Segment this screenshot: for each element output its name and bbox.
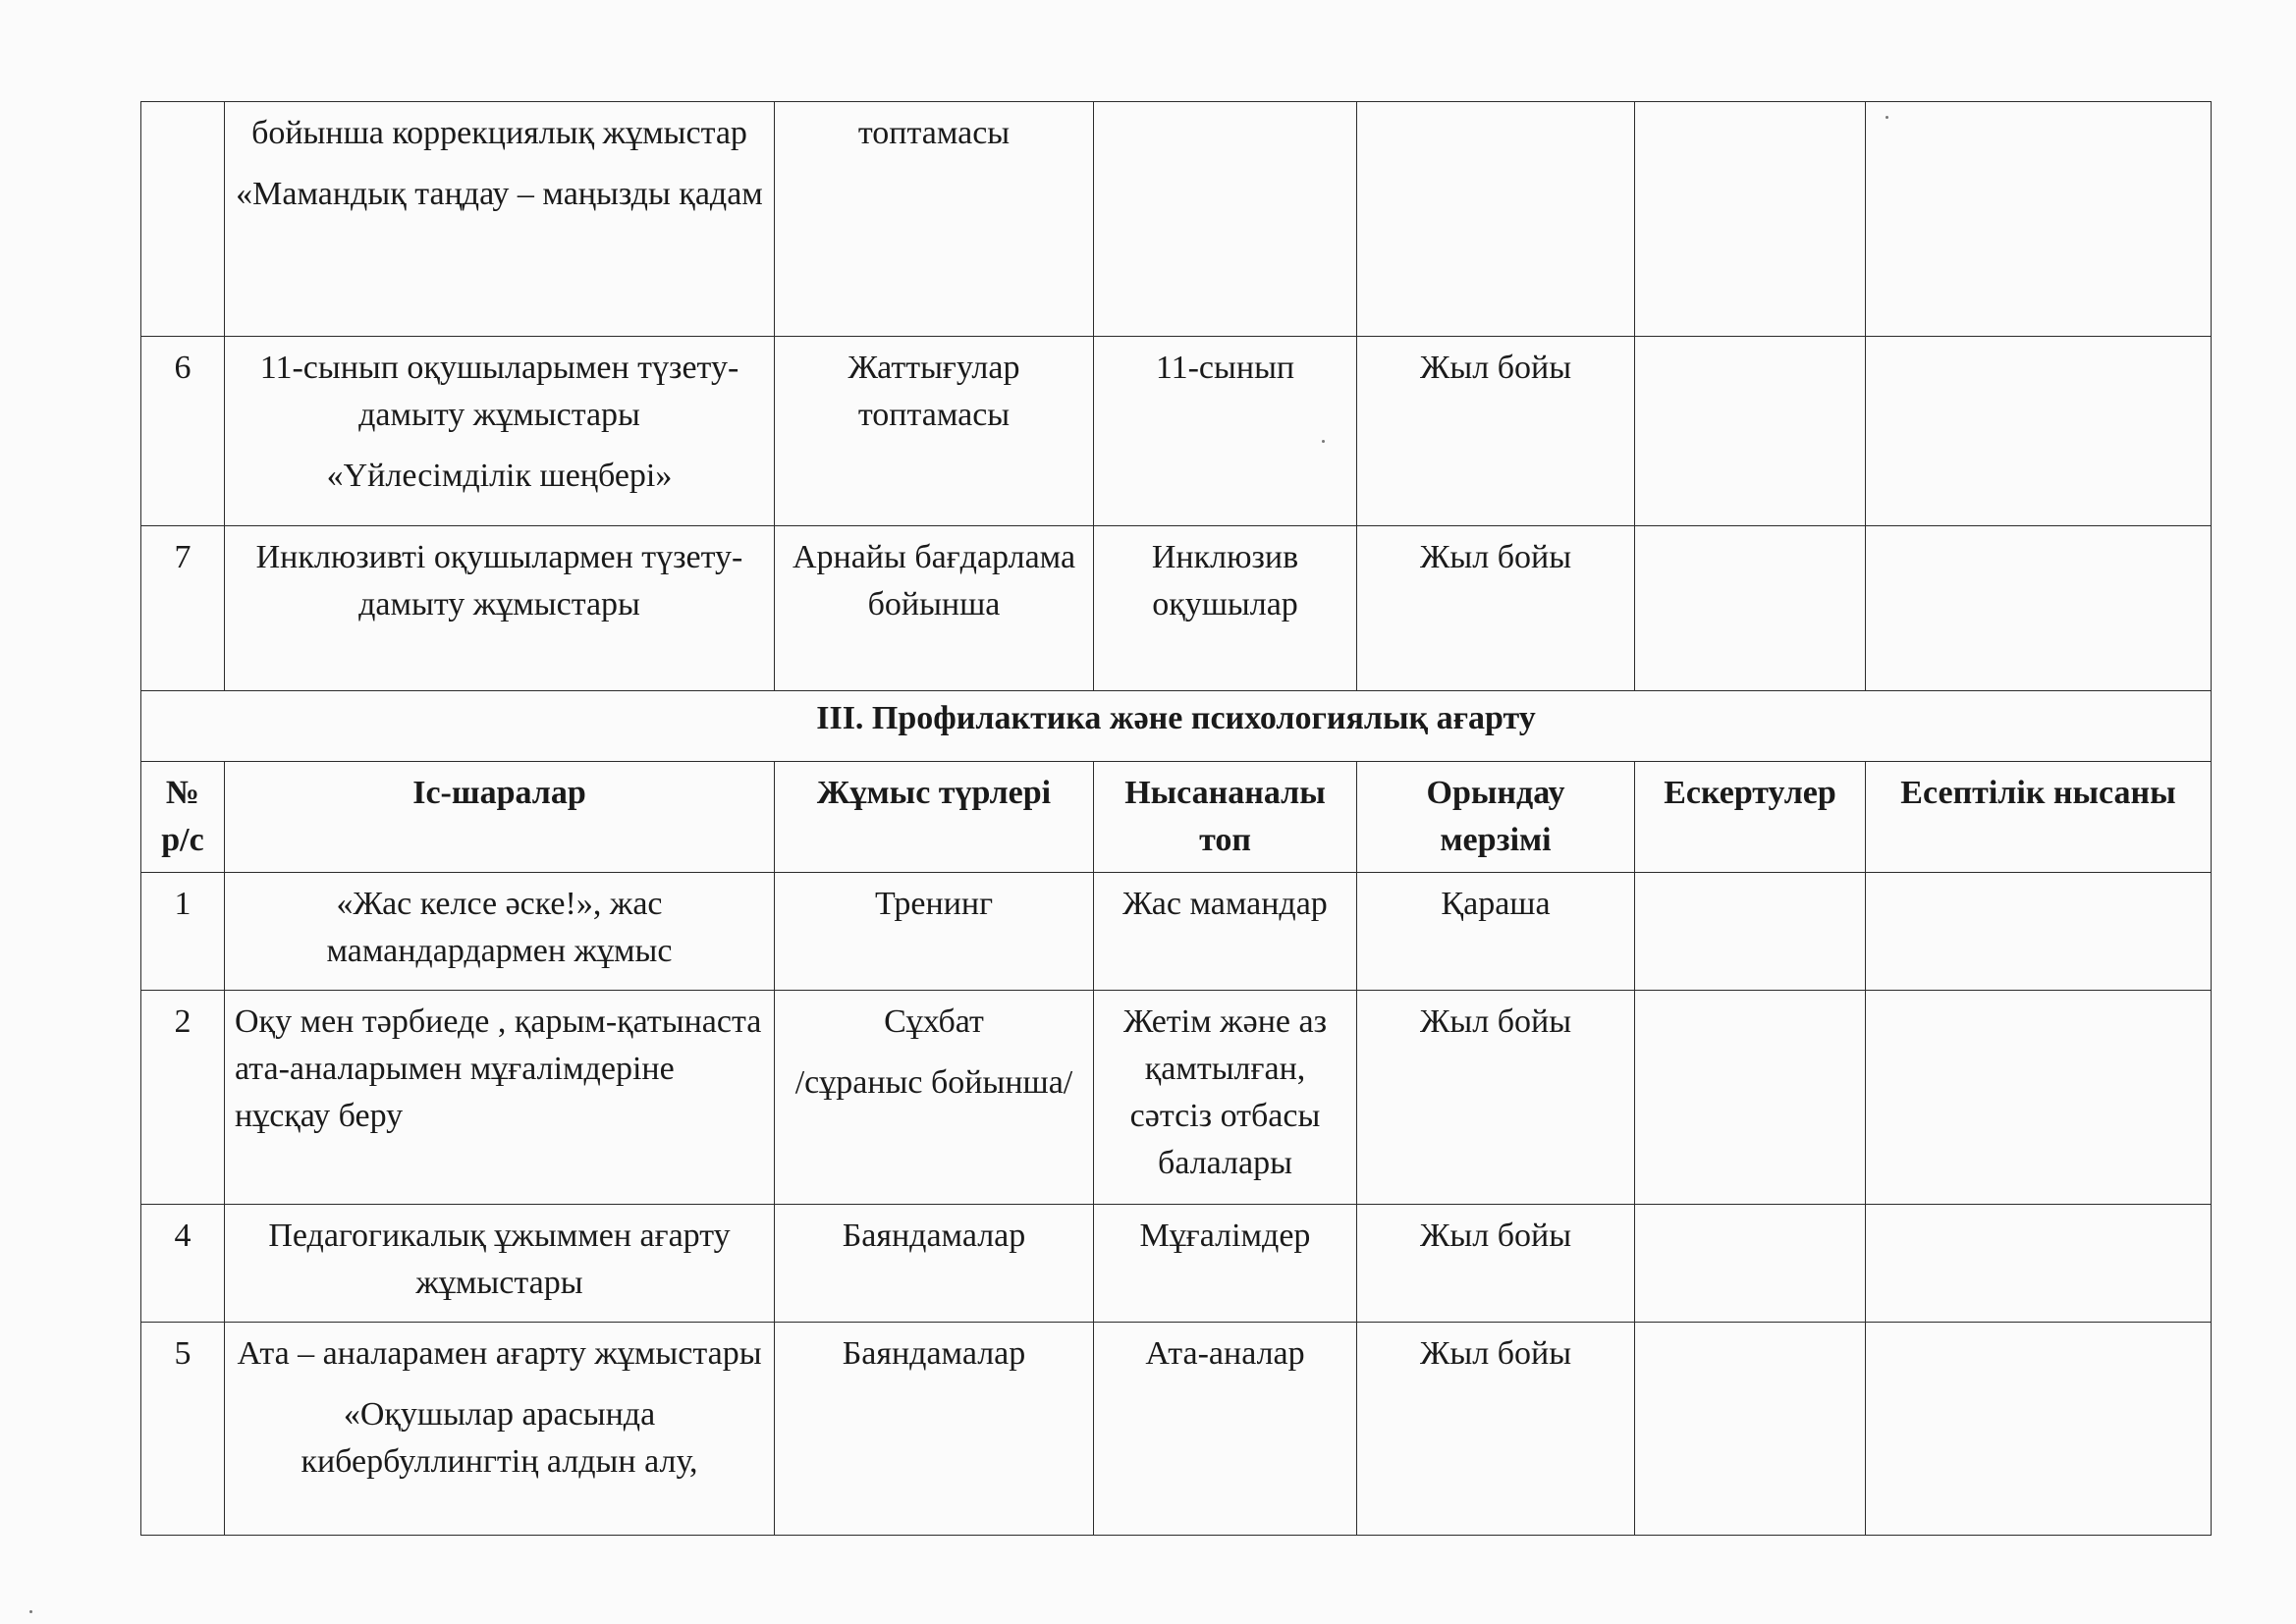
column-header-notes: Ескертулер <box>1635 762 1866 873</box>
activity-text: «Мамандық таңдау – маңызды қадам <box>236 176 763 212</box>
work-type-text: топтамасы <box>857 115 1011 151</box>
work-type-text: /сұраныс бойынша/ <box>794 1064 1073 1101</box>
notes-cell <box>1635 526 1866 691</box>
row-number: 6 <box>141 337 225 526</box>
activity-text: Ата – аналарамен ағарту жұмыстары <box>237 1335 762 1372</box>
plan-table <box>140 101 2212 1536</box>
activity-cell: Инклюзивті оқушылармен түзету-дамыту жұмыстары <box>225 526 775 691</box>
table-header-row <box>141 762 2212 873</box>
work-type-cell <box>775 991 1094 1205</box>
row-number: 4 <box>141 1205 225 1323</box>
target-cell: Инклюзив оқушылар <box>1094 526 1357 691</box>
activity-text: «Үйлесімділік шеңбері» <box>326 458 673 494</box>
activity-cell <box>225 102 775 337</box>
activity-cell <box>225 1323 775 1536</box>
activity-text: 11-сынып оқушыларымен түзету-дамыту жұмыстары <box>259 350 739 433</box>
table-row <box>141 526 2212 691</box>
column-header-report: Есептілік нысаны <box>1866 762 2212 873</box>
deadline-cell: Жыл бойы <box>1357 526 1635 691</box>
target-cell: 11-сынып <box>1094 337 1357 526</box>
report-cell <box>1866 102 2212 337</box>
row-number: 2 <box>141 991 225 1205</box>
notes-cell <box>1635 991 1866 1205</box>
work-type-cell <box>775 102 1094 337</box>
report-cell <box>1866 526 2212 691</box>
work-type-text: Сұхбат <box>884 1003 984 1040</box>
table-row <box>141 337 2212 526</box>
notes-cell <box>1635 102 1866 337</box>
scan-speck <box>1886 116 1888 119</box>
work-type-cell: Арнайы бағдарлама бойынша <box>775 526 1094 691</box>
table-row <box>141 102 2212 337</box>
activity-cell: «Жас келсе әске!», жас мамандардармен жұмыс <box>225 873 775 991</box>
scan-speck <box>1322 440 1325 443</box>
notes-cell <box>1635 337 1866 526</box>
deadline-cell: Жыл бойы <box>1357 1323 1635 1536</box>
section-heading-row <box>141 691 2212 762</box>
work-type-cell: Баяндамалар <box>775 1205 1094 1323</box>
column-header-deadline: Орындау мерзімі <box>1357 762 1635 873</box>
activity-text: «Оқушылар арасында кибербуллингтің алдын алу, <box>301 1396 698 1480</box>
row-number: 1 <box>141 873 225 991</box>
target-cell: Жас мамандар <box>1094 873 1357 991</box>
target-cell: Мұғалімдер <box>1094 1205 1357 1323</box>
report-cell <box>1866 873 2212 991</box>
row-number: 5 <box>141 1323 225 1536</box>
target-cell: Жетім және аз қамтылған, сәтсіз отбасы балалары <box>1094 991 1357 1205</box>
activity-cell <box>225 337 775 526</box>
activity-cell: Оқу мен тәрбиеде , қарым-қатынаста ата-аналарымен мұғалімдеріне нұсқау беру <box>225 991 775 1205</box>
column-header-work-type: Жұмыс түрлері <box>775 762 1094 873</box>
table-row <box>141 991 2212 1205</box>
column-header-activity: Іс-шаралар <box>225 762 775 873</box>
activity-text: бойынша коррекциялық жұмыстар <box>251 115 747 151</box>
section-title: ІІІ. Профилактика және психологиялық ағарту <box>141 691 2212 762</box>
deadline-cell: Қараша <box>1357 873 1635 991</box>
target-cell <box>1094 102 1357 337</box>
deadline-cell: Жыл бойы <box>1357 337 1635 526</box>
report-cell <box>1866 337 2212 526</box>
report-cell <box>1866 991 2212 1205</box>
scan-speck <box>29 1610 32 1613</box>
report-cell <box>1866 1323 2212 1536</box>
notes-cell <box>1635 1205 1866 1323</box>
column-header-number: № р/с <box>141 762 225 873</box>
table-row <box>141 1323 2212 1536</box>
target-cell: Ата-аналар <box>1094 1323 1357 1536</box>
report-cell <box>1866 1205 2212 1323</box>
document-page <box>140 101 2211 1536</box>
activity-cell: Педагогикалық ұжыммен ағарту жұмыстары <box>225 1205 775 1323</box>
notes-cell <box>1635 873 1866 991</box>
row-number: 7 <box>141 526 225 691</box>
deadline-cell: Жыл бойы <box>1357 1205 1635 1323</box>
table-row <box>141 873 2212 991</box>
work-type-cell: Баяндамалар <box>775 1323 1094 1536</box>
notes-cell <box>1635 1323 1866 1536</box>
deadline-cell <box>1357 102 1635 337</box>
work-type-cell: Жаттығулар топтамасы <box>775 337 1094 526</box>
column-header-target: Нысананалы топ <box>1094 762 1357 873</box>
table-row <box>141 1205 2212 1323</box>
row-number <box>141 102 225 337</box>
deadline-cell: Жыл бойы <box>1357 991 1635 1205</box>
work-type-cell: Тренинг <box>775 873 1094 991</box>
